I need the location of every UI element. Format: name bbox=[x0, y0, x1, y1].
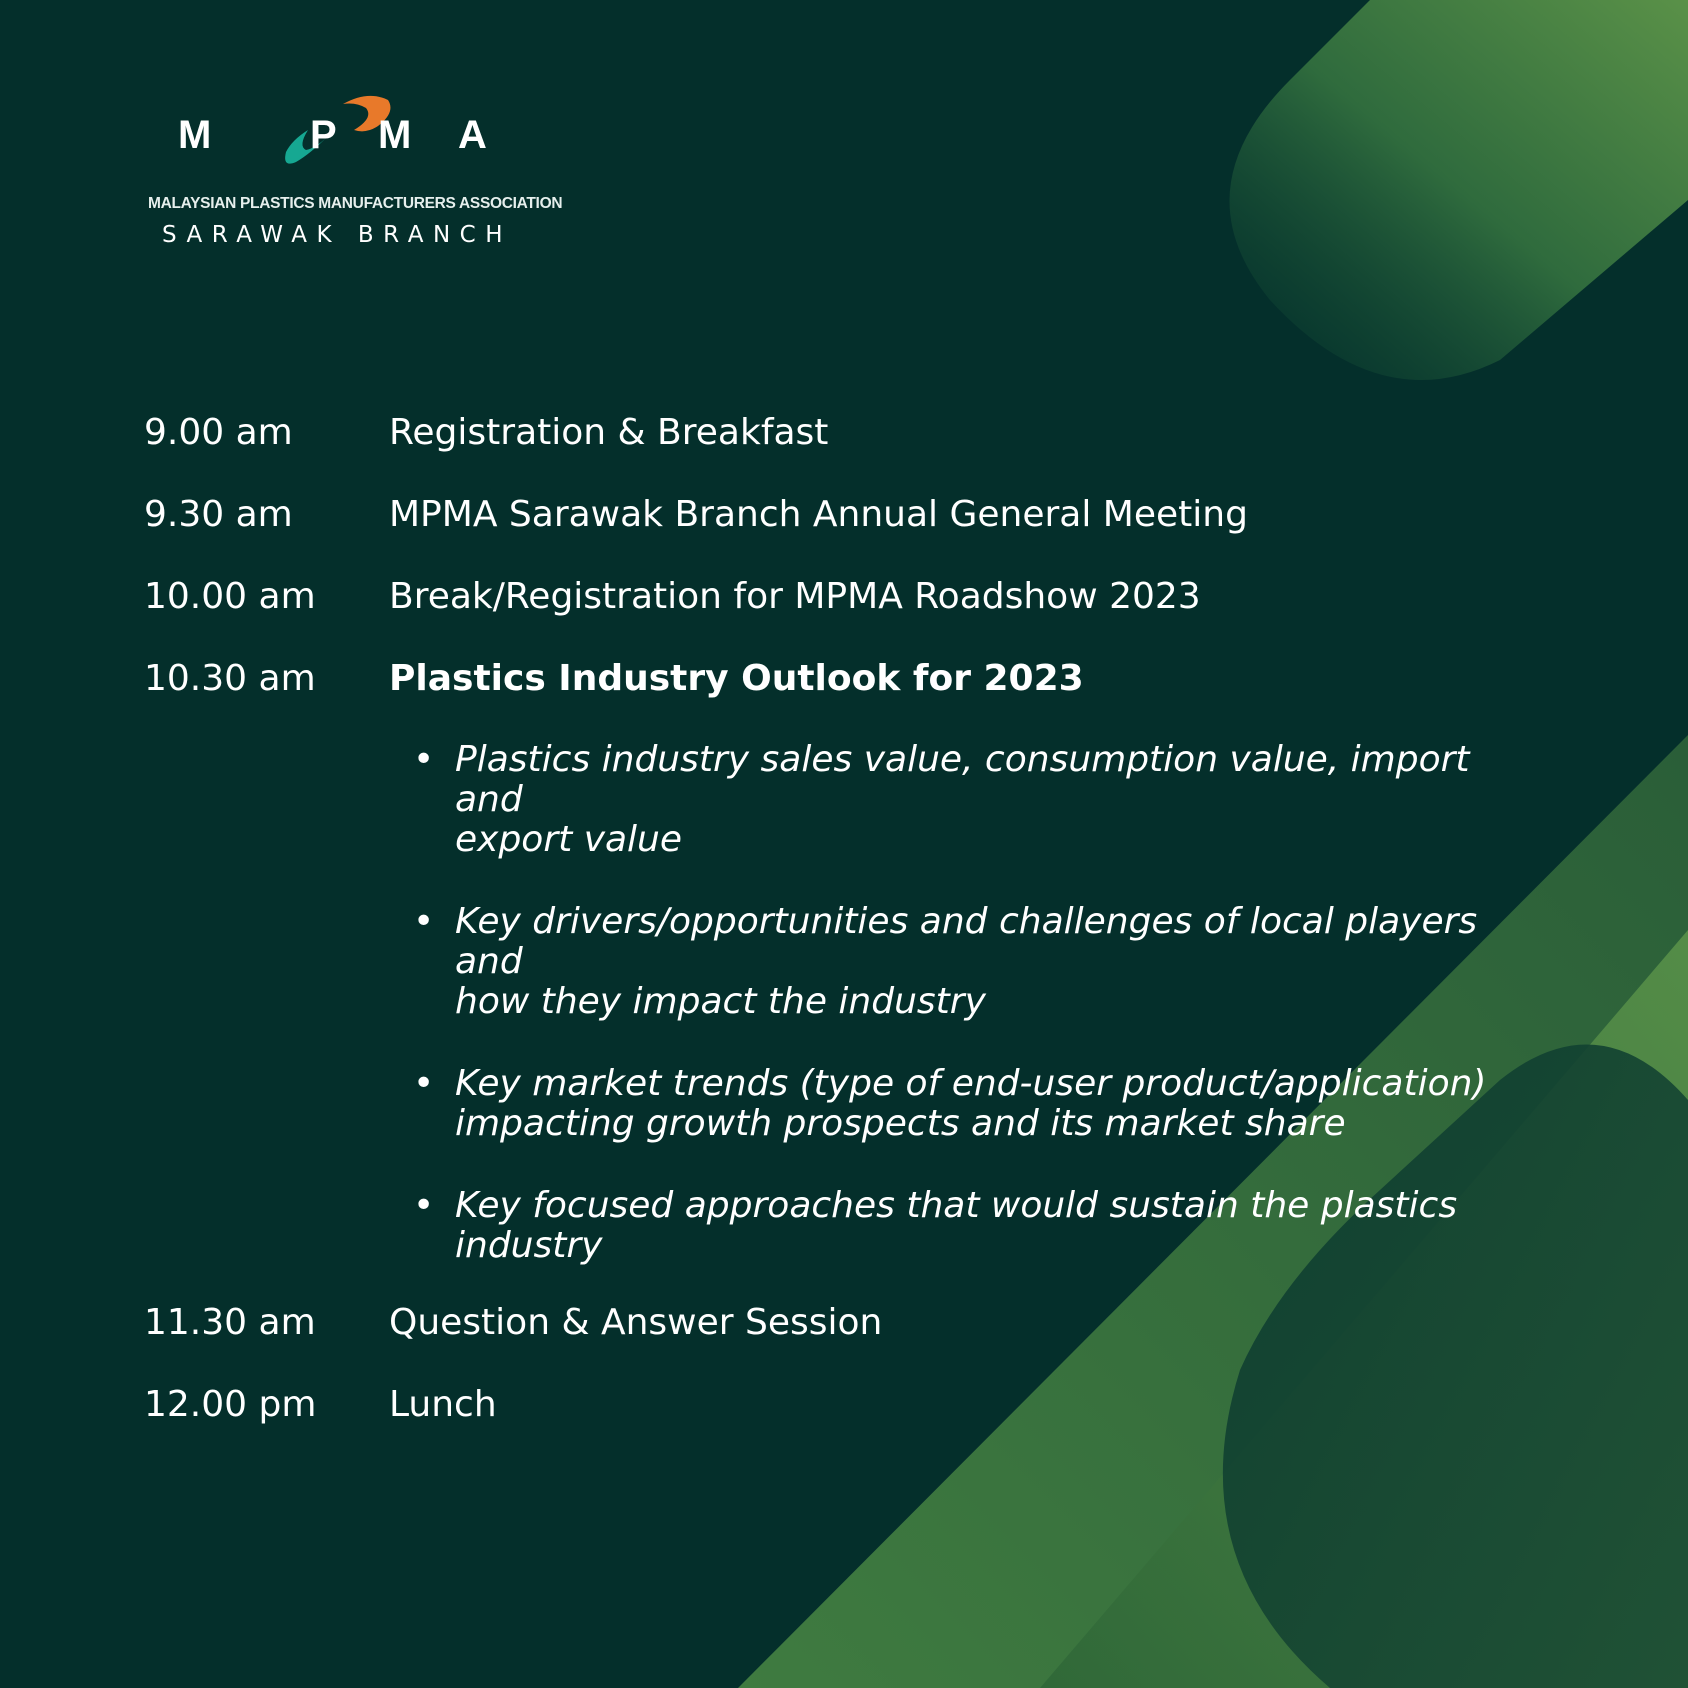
agenda-row bbox=[144, 412, 1544, 494]
agenda-row bbox=[144, 576, 1544, 658]
agenda-title: MPMA Sarawak Branch Annual General Meeting bbox=[389, 494, 1248, 535]
agenda bbox=[144, 412, 1544, 1466]
agenda-title: Break/Registration for MPMA Roadshow 2023 bbox=[389, 576, 1201, 617]
agenda-title: Registration & Breakfast bbox=[389, 412, 829, 453]
agenda-time: 10.30 am bbox=[144, 658, 316, 699]
agenda-time: 9.30 am bbox=[144, 494, 293, 535]
agenda-title: Question & Answer Session bbox=[389, 1302, 883, 1343]
top-right-shape bbox=[1230, 0, 1688, 380]
agenda-title: Lunch bbox=[389, 1384, 497, 1425]
agenda-time: 12.00 pm bbox=[144, 1384, 317, 1425]
agenda-row bbox=[144, 1302, 1544, 1384]
mpma-logo-mark bbox=[178, 90, 518, 180]
logo-letter-a: A bbox=[458, 113, 487, 157]
agenda-title-bold: Plastics Industry Outlook for 2023 bbox=[389, 658, 1084, 699]
agenda-time: 9.00 am bbox=[144, 412, 293, 453]
agenda-time: 10.00 am bbox=[144, 576, 316, 617]
association-name: MALAYSIAN PLASTICS MANUFACTURERS ASSOCIATION bbox=[148, 195, 563, 212]
agenda-row bbox=[144, 494, 1544, 576]
logo-letter-m2: M bbox=[378, 113, 412, 157]
outlook-point: • Key drivers/opportunities and challenges of local players and how they impact the industry bbox=[389, 902, 1519, 1022]
branch-name: SARAWAK BRANCH bbox=[162, 222, 513, 248]
logo-letter-m1: M bbox=[178, 113, 212, 157]
outlook-point: • Plastics industry sales value, consumption value, import and export value bbox=[389, 740, 1519, 860]
agenda-time: 11.30 am bbox=[144, 1302, 316, 1343]
outlook-points-list bbox=[389, 740, 1519, 1266]
agenda-row-highlight bbox=[144, 658, 1544, 740]
agenda-row bbox=[144, 1384, 1544, 1466]
outlook-point: • Key market trends (type of end-user product/application) impacting growth prospects and its market share bbox=[389, 1064, 1519, 1144]
logo-letter-p: P bbox=[310, 113, 337, 157]
outlook-point: • Key focused approaches that would sustain the plastics industry bbox=[389, 1186, 1519, 1266]
